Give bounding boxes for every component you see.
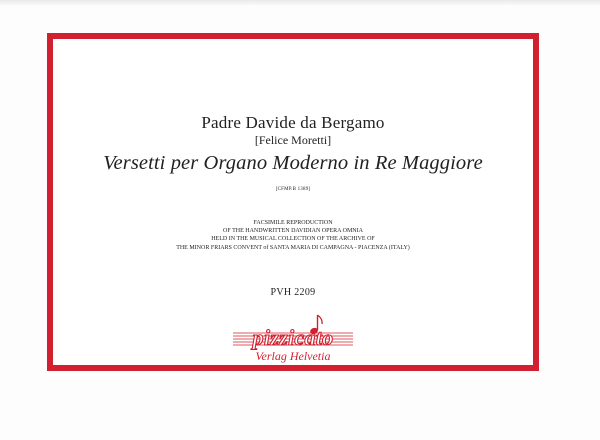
description-line: OF THE HANDWRITTEN DAVIDIAN OPERA OMNIA (223, 228, 363, 235)
description-line: THE MINOR FRIARS CONVENT of SANTA MARIA DI CAMPAGNA - PIACENZA (ITALY) (176, 244, 410, 251)
logo-name: pizzicato (252, 325, 334, 350)
author-name: Padre Davide da Bergamo (201, 113, 385, 132)
logo-subtitle: Verlag Helvetia (255, 349, 331, 363)
scan-edge (0, 0, 600, 6)
red-frame (47, 33, 539, 371)
description-block (53, 219, 533, 252)
description-line: FACSIMILE REPRODUCTION (253, 220, 333, 226)
catalog-number: [CFMP.B 1389] (275, 187, 311, 192)
description-line: HELD IN THE MUSICAL COLLECTION OF THE ARCHIVE OF (211, 236, 375, 243)
author-alias: [Felice Moretti] (254, 133, 332, 147)
publisher-code: PVH 2209 (270, 287, 316, 298)
publisher-logo (53, 321, 533, 371)
work-title: Versetti per Organo Moderno in Re Maggiore (103, 152, 483, 174)
